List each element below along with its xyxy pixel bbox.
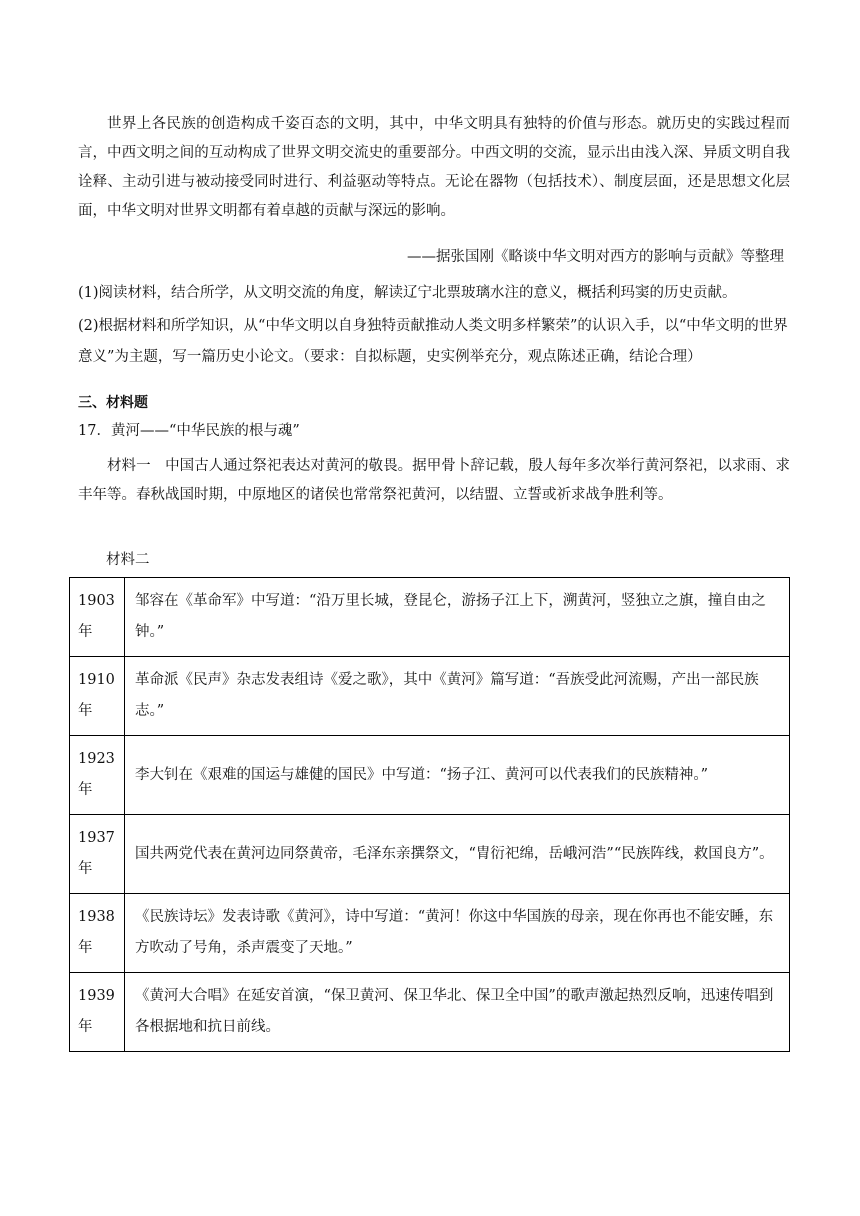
passage-source: ——据张国刚《略谈中华文明对西方的影响与贡献》等整理 — [407, 249, 784, 265]
table-row — [70, 657, 790, 736]
table-row — [70, 973, 790, 1052]
table-row — [70, 815, 790, 894]
question-2: (2)根据材料和所学知识，从“中华文明以自身独特贡献推动人类文明多样繁荣”的认识入手，以“中华文明的世界意义”为主题，写一篇历史小论文。（要求：自拟标题，史实例举充分，观点陈述正确，结论合理） — [78, 318, 788, 365]
event-cell: 邹容在《革命军》中写道：“沿万里长城，登昆仑，游扬子江上下，溯黄河，竖独立之旗，撞自由之钟。” — [125, 578, 790, 657]
material-two-label: 材料二 — [106, 552, 150, 568]
event-cell: 革命派《民声》杂志发表组诗《爱之歌》，其中《黄河》篇写道：“吾族受此河流赐，产出一部民族志。” — [125, 657, 790, 736]
material-one: 材料一 中国古人通过祭祀表达对黄河的敬畏。据甲骨卜辞记载，殷人每年多次举行黄河祭祀，以求雨、求丰年等。春秋战国时期，中原地区的诸侯也常常祭祀黄河，以结盟、立誓或祈求战争胜利等。 — [78, 458, 790, 503]
question-1: (1)阅读材料，结合所学，从文明交流的角度，解读辽宁北票玻璃水注的意义，概括利玛窦的历史贡献。 — [78, 285, 737, 301]
material-passage: 世界上各民族的创造构成千姿百态的文明，其中，中华文明具有独特的价值与形态。就历史的实践过程而言，中西文明之间的互动构成了世界文明交流史的重要部分。中西文明的交流，显示出由浅入深、异质文明自我诠释、主动引进与被动接受同时进行、利益驱动等特点。无论在器物（包括技术）、制度层面，还是思想文化层面，中华文明对世界文明都有着卓越的贡献与深远的影响。 — [78, 116, 790, 219]
table-row — [70, 736, 790, 815]
question-17-title: 17．黄河——“中华民族的根与魂” — [78, 423, 300, 439]
year-cell: 1939年 — [70, 973, 125, 1052]
table-row — [70, 578, 790, 657]
year-cell: 1903年 — [70, 578, 125, 657]
event-cell: 李大钊在《艰难的国运与雄健的国民》中写道：“扬子江、黄河可以代表我们的民族精神。” — [125, 736, 790, 815]
year-cell: 1923年 — [70, 736, 125, 815]
year-cell: 1937年 — [70, 815, 125, 894]
event-cell: 国共两党代表在黄河边同祭黄帝，毛泽东亲撰祭文，“胄衍祀绵，岳峨河浩”“民族阵线，救国良方”。 — [125, 815, 790, 894]
section-heading: 三、材料题 — [78, 395, 148, 411]
table-row — [70, 894, 790, 973]
event-cell: 《民族诗坛》发表诗歌《黄河》，诗中写道：“黄河！你这中华国族的母亲，现在你再也不能安睡，东方吹动了号角，杀声震变了天地。” — [125, 894, 790, 973]
yellow-river-table — [69, 577, 790, 1052]
event-cell: 《黄河大合唱》在延安首演，“保卫黄河、保卫华北、保卫全中国”的歌声激起热烈反响，迅速传唱到各根据地和抗日前线。 — [125, 973, 790, 1052]
year-cell: 1938年 — [70, 894, 125, 973]
year-cell: 1910年 — [70, 657, 125, 736]
